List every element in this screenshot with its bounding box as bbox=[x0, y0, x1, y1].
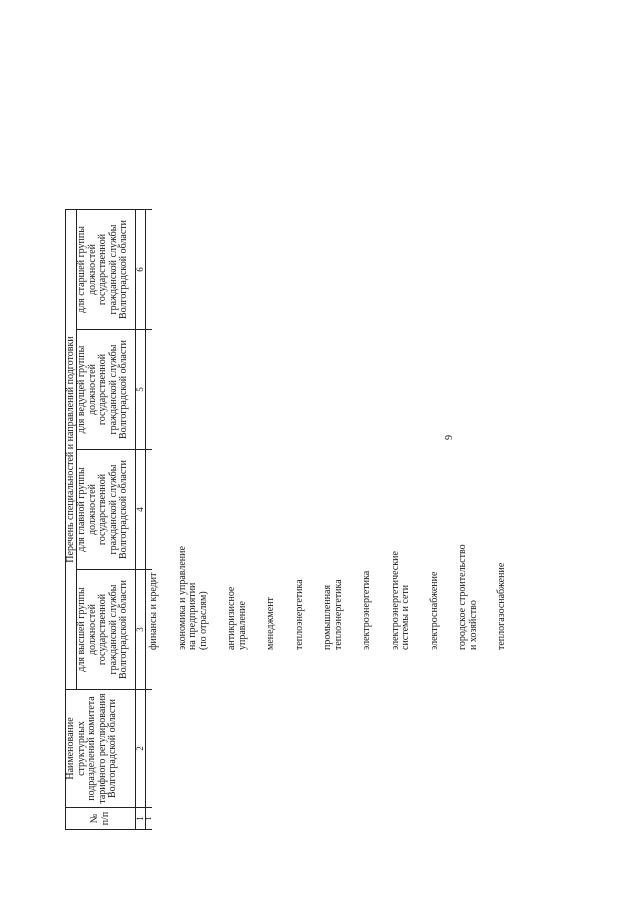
col-header-main: для главной группы должностей государственной гражданской службы Волгоградской области bbox=[77, 450, 136, 570]
page-number: 9 bbox=[444, 435, 455, 440]
row-number: 1 bbox=[146, 808, 153, 830]
list-item: финансы и кредит bbox=[148, 572, 159, 650]
col-header-group: Перечень специальностей и направлений подготовки bbox=[66, 210, 77, 690]
specialties-list bbox=[149, 250, 526, 650]
col-number: 1 bbox=[136, 808, 146, 830]
col-number: 4 bbox=[136, 450, 146, 570]
table-cell bbox=[146, 690, 153, 808]
list-item: теплоэнергетика bbox=[293, 579, 305, 650]
specialties-table bbox=[65, 209, 152, 830]
list-item: электроэнергетические системы и сети bbox=[389, 551, 411, 650]
col-header-senior: для старшей группы должностей государственной гражданской службы Волгоградской области bbox=[77, 210, 136, 330]
list-item: теплогазоснабжение bbox=[496, 562, 507, 650]
col-number: 5 bbox=[136, 330, 146, 450]
list-item: электроэнергетика bbox=[361, 570, 372, 650]
col-header-leading: для ведущей группы должностей государственной гражданской службы Волгоградской области bbox=[77, 330, 136, 450]
col-number: 2 bbox=[136, 690, 146, 808]
list-item: промышленная теплоэнергетика bbox=[322, 579, 344, 650]
list-item: антикризисное управление bbox=[226, 586, 248, 650]
rotated-page-content bbox=[45, 60, 565, 830]
col-header-number: № п/п bbox=[66, 808, 136, 830]
col-number: 3 bbox=[136, 570, 146, 690]
col-header-name: Наименование структурных подразделений комитета тарифного регулирования Волгоградской области bbox=[66, 690, 136, 808]
col-header-higher: для высшей группы должностей государственной гражданской службы Волгоградской области bbox=[77, 570, 136, 690]
list-item: экономика и управление на предприятии (по отраслям) bbox=[176, 546, 209, 650]
list-item: электроснабжение bbox=[428, 571, 440, 650]
list-item: менеджмент bbox=[265, 597, 276, 650]
col-number: 6 bbox=[136, 210, 146, 330]
list-item: городское строительство и хозяйство bbox=[457, 544, 479, 650]
